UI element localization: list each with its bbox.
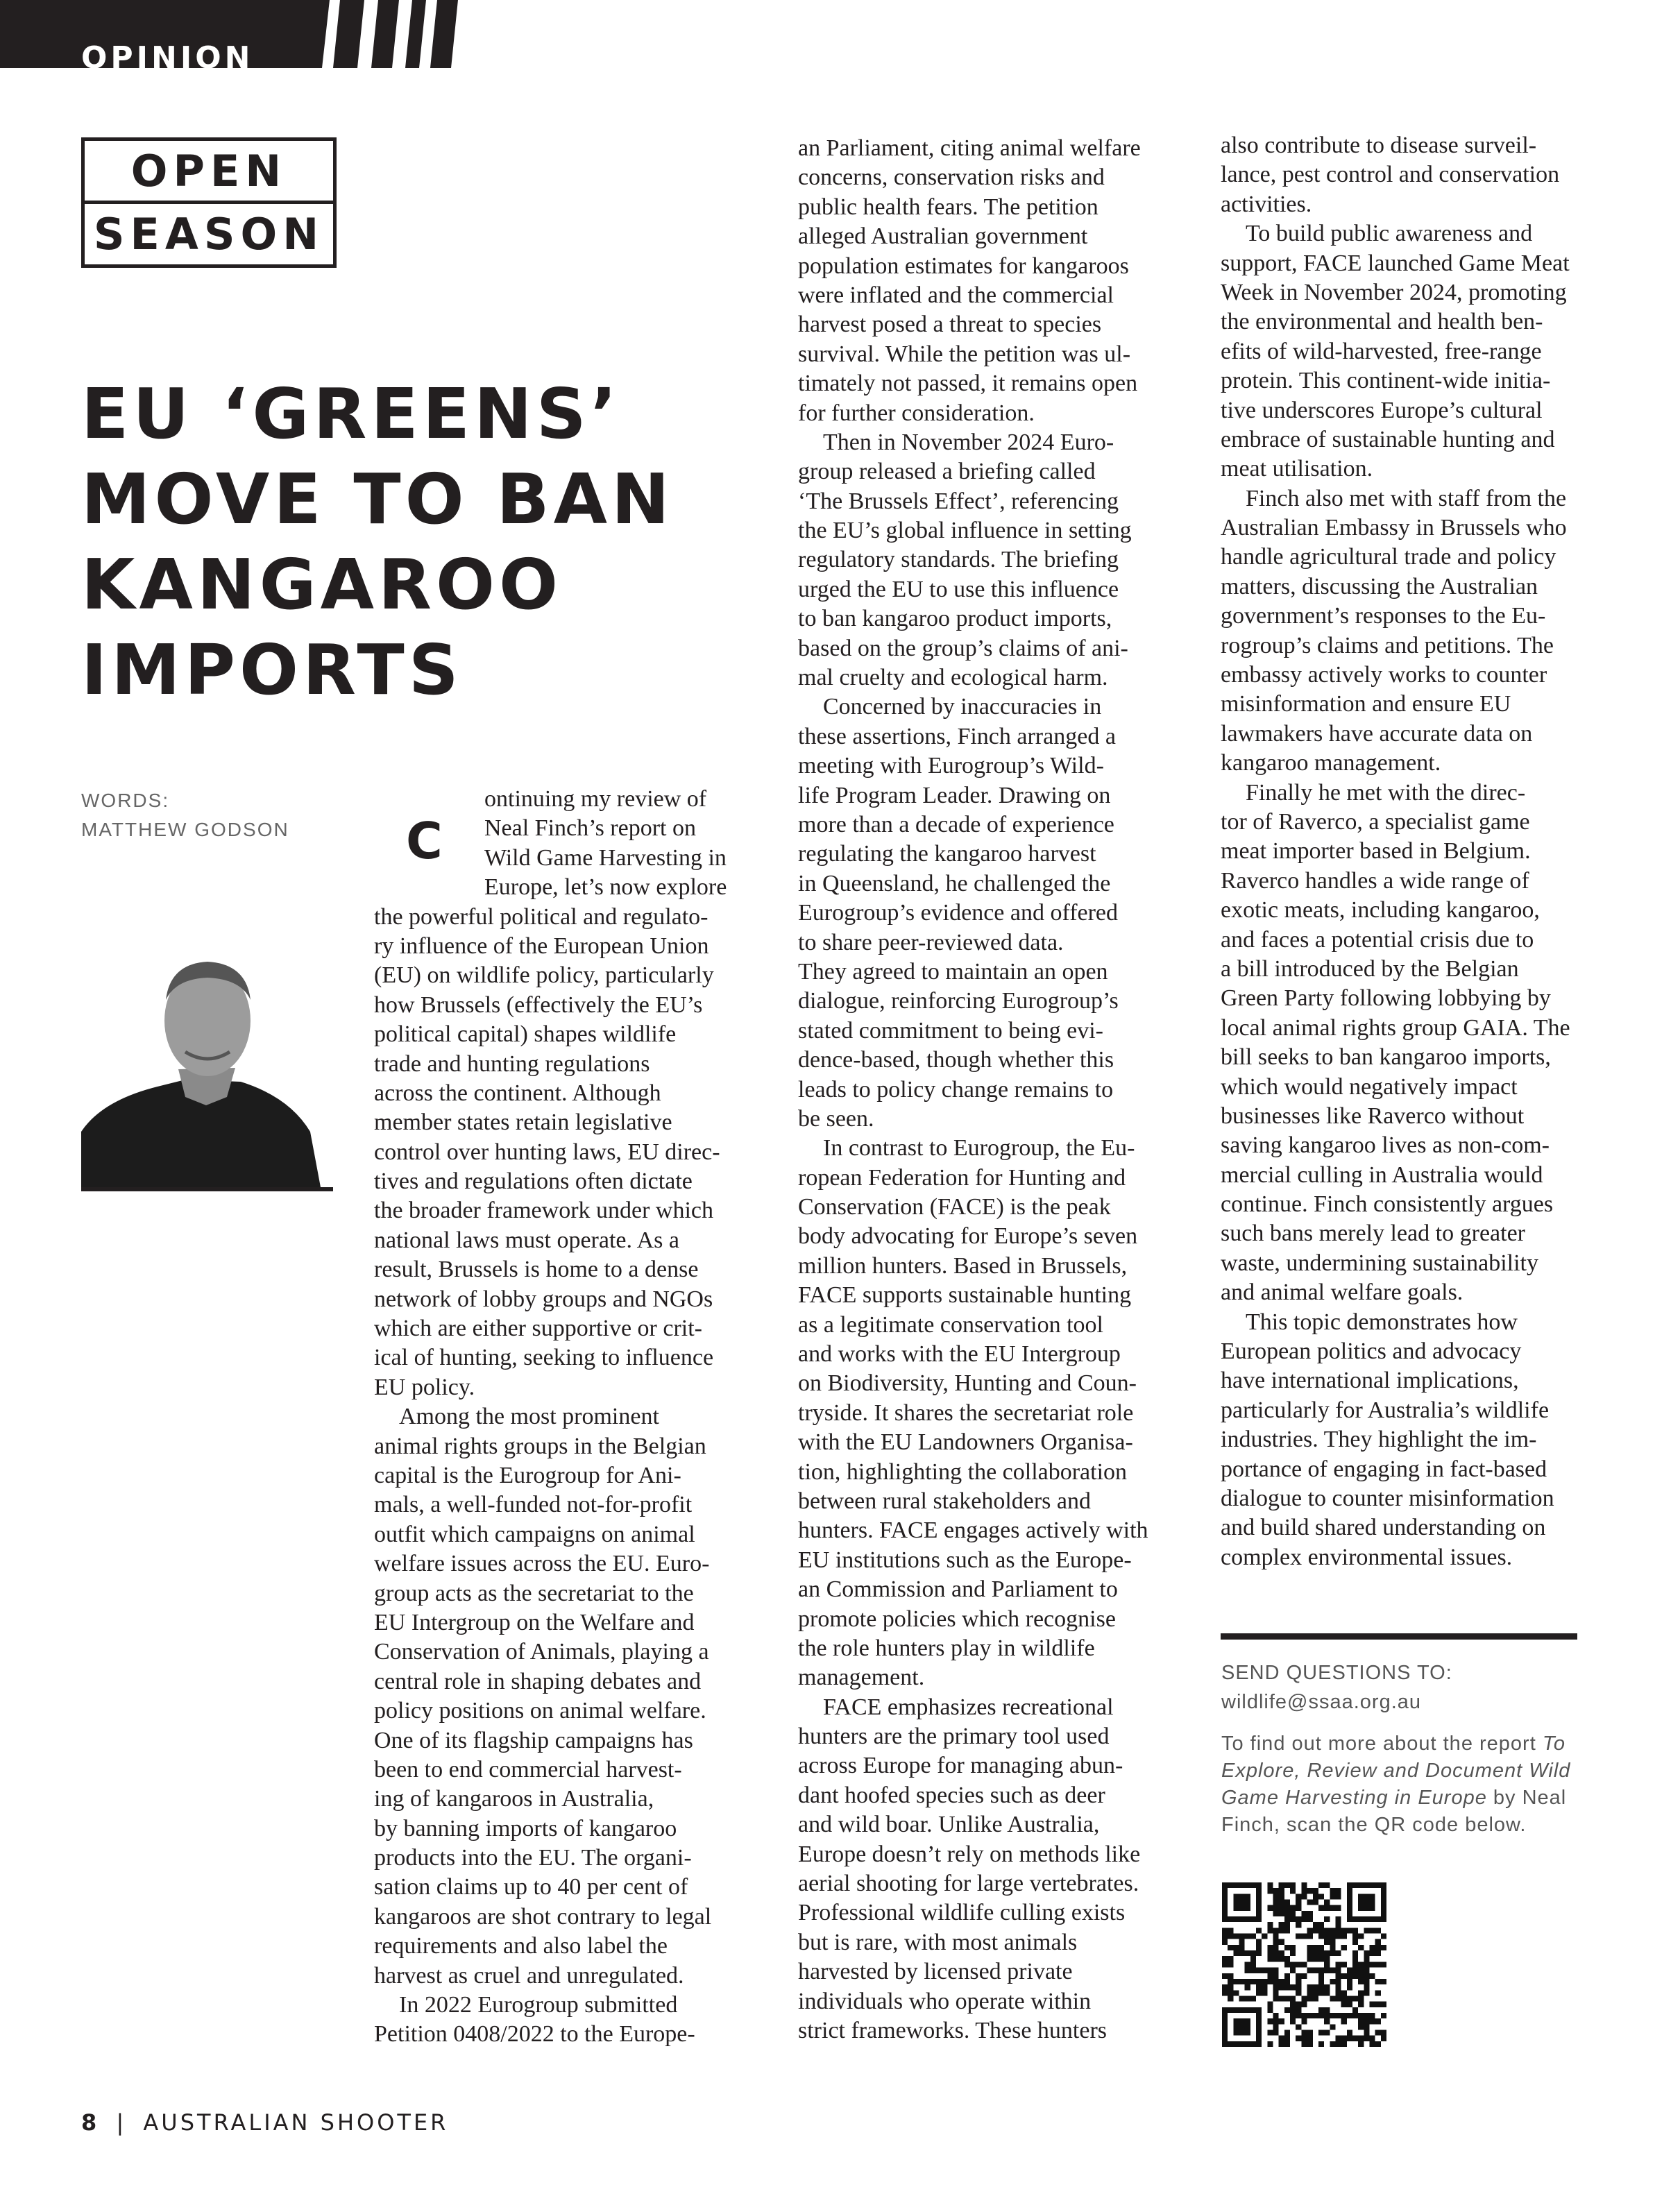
article-text-line: They agreed to maintain an open [798,958,1108,985]
article-text-line: Neal Finch’s report on [484,815,696,842]
article-text-line: to share peer-reviewed data. [798,929,1064,955]
article-text-line: network of lobby groups and NGOs [374,1286,713,1312]
article-text-line: lance, pest control and conservation [1221,162,1560,188]
column-title-box [81,137,337,268]
article-text-line: In 2022 Eurogroup submitted [399,1992,678,2018]
article-text-line: were inflated and the commercial [798,282,1114,308]
article-text-line: industries. They highlight the im- [1221,1427,1537,1453]
article-text-line: support, FACE launched Game Meat [1221,250,1570,276]
article-text-line: public health fears. The petition [798,194,1098,220]
article-text-line: Week in November 2024, promoting [1221,279,1567,305]
article-text-line: mercial culling in Australia would [1221,1162,1543,1188]
byline-author: MATTHEW GODSON [81,819,289,840]
article-text-line: hunters. FACE engages actively with [798,1517,1148,1544]
article-text-line: more than a decade of experience [798,811,1114,837]
article-text-line: Conservation (FACE) is the peak [798,1194,1111,1220]
article-text-line: member states retain legislative [374,1109,672,1136]
article-text-line: Green Party following lobbying by [1221,985,1551,1012]
article-text-line: Wild Game Harvesting in [484,844,727,871]
article-text-line: on Biodiversity, Hunting and Coun- [798,1370,1137,1397]
article-text-line: dialogue to counter misinformation [1221,1485,1554,1511]
article-text-line: political capital) shapes wildlife [374,1021,677,1048]
article-column-3 [1221,131,1570,1572]
article-text-line: how Brussels (effectively the EU’s [374,992,703,1018]
article-text-line: In contrast to Eurogroup, the Eu- [823,1135,1135,1162]
article-text-line: protein. This continent-wide initia- [1221,368,1551,394]
article-text-line: exotic meats, including kangaroo, [1221,897,1540,924]
article-text-line: Conservation of Animals, playing a [374,1639,709,1665]
article-text-line: and works with the EU Intergroup [798,1341,1121,1368]
article-text-line: concerns, conservation risks and [798,164,1105,191]
headline-line: MOVE TO BAN [81,459,674,540]
article-text-line: across Europe for managing abun- [798,1753,1123,1779]
article-text-line: strict frameworks. These hunters [798,2018,1108,2043]
report-title: To [1542,1733,1566,1755]
article-text-line: for further consideration. [798,400,1035,426]
article-text-line: ical of hunting, seeking to influence [374,1345,714,1371]
article-text-line: Raverco handles a wide range of [1221,867,1529,894]
section-label: OPINION [81,40,254,68]
article-text-line: outfit which campaigns on animal [374,1521,695,1547]
article-text-line: harvest as cruel and unregulated. [374,1962,684,1989]
article-text-line: matters, discussing the Australian [1221,573,1538,599]
article-text-line: animal rights groups in the Belgian [374,1433,706,1459]
sidebar-divider [1221,1633,1577,1640]
article-text-line: dence-based, though whether this [798,1047,1114,1073]
article-text-line: be seen. [798,1105,874,1132]
article-text-line: One of its flagship campaigns has [374,1727,693,1753]
article-text-line: stated commitment to being evi- [798,1017,1104,1044]
article-text-line: leads to policy change remains to [798,1076,1114,1103]
article-text-line: as a legitimate conservation tool [798,1311,1103,1338]
article-text-line: survival. While the petition was ul- [798,341,1131,367]
article-text-line: Europe doesn’t rely on methods like [798,1841,1141,1867]
info-end: Finch, scan the QR code below. [1221,1814,1527,1836]
page-number: 8 [81,2109,100,2136]
article-text-line: the role hunters play in wildlife [798,1635,1095,1661]
article-text-line: Finally he met with the direc- [1246,779,1526,806]
article-text-line: complex environmental issues. [1221,1544,1513,1570]
article-text-line: Professional wildlife culling exists [798,1900,1126,1926]
contact-email-link[interactable]: wildlife@ssaa.org.au [1221,1691,1422,1713]
article-text-line: waste, undermining sustainability [1221,1250,1538,1276]
article-text-line: central role in shaping debates and [374,1668,702,1694]
article-text-line: a bill introduced by the Belgian [1221,955,1519,982]
author-portrait-icon [81,924,333,1191]
article-text-line: body advocating for Europe’s seven [798,1223,1138,1250]
column-title-line2: SEASON [93,208,325,260]
article-text-line: misinformation and ensure EU [1221,691,1511,717]
article-text-line: To build public awareness and [1246,221,1533,247]
article-text-line: an Parliament, citing animal welfare [798,135,1141,161]
article-text-line: handle agricultural trade and policy [1221,544,1556,570]
column-title-line1: OPEN [85,141,333,204]
article-text-line: rogroup’s claims and petitions. The [1221,632,1554,658]
article-text-line: hunters are the primary tool used [798,1724,1110,1750]
article-text-line: harvested by licensed private [798,1959,1073,1985]
article-text-line: EU institutions such as the Europe- [798,1547,1132,1573]
article-text-line: dialogue, reinforcing Eurogroup’s [798,988,1119,1014]
article-text-line: timately not passed, it remains open [798,371,1138,397]
article-text-line: urged the EU to use this influence [798,576,1119,602]
article-text-line: between rural stakeholders and [798,1488,1091,1514]
article-text-line: businesses like Raverco without [1221,1103,1525,1129]
article-text-line: population estimates for kangaroos [798,253,1129,279]
article-text-line: sation claims up to 40 per cent of [374,1874,688,1900]
article-text-line: FACE supports sustainable hunting [798,1282,1132,1309]
article-text-line: tor of Raverco, a specialist game [1221,808,1530,835]
article-text-line: to ban kangaroo product imports, [798,606,1112,632]
article-text-line: efits of wild-harvested, free-range [1221,338,1542,364]
article-text-line: group acts as the secretariat to the [374,1580,694,1606]
article-text-line: ‘The Brussels Effect’, referencing [798,488,1119,514]
article-text-line: the broader framework under which [374,1198,714,1224]
info-prefix: To find out more about the report [1221,1733,1543,1755]
article-text-line: ropean Federation for Hunting and [798,1164,1126,1191]
article-text-line: the environmental and health ben- [1221,309,1543,335]
article-text-line: and faces a potential crisis due to [1221,926,1534,953]
article-text-line: tion, highlighting the collaboration [798,1458,1128,1485]
article-text-line: products into the EU. The organi- [374,1845,692,1871]
article-text-line: which would negatively impact [1221,1073,1518,1100]
article-text-line: meeting with Eurogroup’s Wild- [798,753,1104,779]
article-text-line: tives and regulations often dictate [374,1168,693,1195]
article-text-line: Eurogroup’s evidence and offered [798,900,1119,926]
article-text-line: meat utilisation. [1221,456,1373,482]
article-text-line: group released a briefing called [798,459,1096,485]
article-text-line: meat importer based in Belgium. [1221,838,1531,865]
article-text-line: Concerned by inaccuracies in [823,694,1102,720]
article-text-line: FACE emphasizes recreational [823,1694,1114,1720]
article-headline [81,371,674,713]
article-text-line: (EU) on wildlife policy, particularly [374,962,714,989]
article-text-line: life Program Leader. Drawing on [798,782,1111,808]
article-text-line: across the continent. Although [374,1080,661,1106]
article-text-line: but is rare, with most animals [798,1929,1078,1955]
footer-separator: | [116,2109,127,2136]
article-text-line: mal cruelty and ecological harm. [798,665,1108,691]
article-text-line: embassy actively works to counter [1221,662,1547,688]
article-text-line: also contribute to disease surveil- [1221,133,1537,158]
article-text-line: with the EU Landowners Organisa- [798,1429,1133,1456]
article-text-line: trade and hunting regulations [374,1050,650,1077]
article-text-line: Australian Embassy in Brussels who [1221,515,1567,541]
article-text-line: million hunters. Based in Brussels, [798,1252,1128,1279]
article-text-line: been to end commercial harvest- [374,1756,682,1783]
article-text-line: Petition 0408/2022 to the Europe- [374,2021,695,2048]
article-text-line: government’s responses to the Eu- [1221,603,1546,629]
article-text-line: harvest posed a threat to species [798,312,1102,338]
article-text-line: particularly for Australia’s wildlife [1221,1397,1550,1423]
publication-name: AUSTRALIAN SHOOTER [143,2109,449,2136]
article-text-line: ing of kangaroos in Australia, [374,1786,654,1812]
article-text-line: embrace of sustainable hunting and [1221,426,1555,452]
article-text-line: activities. [1221,191,1312,217]
article-text-line: and wild boar. Unlike Australia, [798,1812,1100,1838]
article-text-line: saving kangaroo lives as non-com- [1221,1132,1550,1159]
article-text-line: dant hoofed species such as deer [798,1782,1105,1808]
article-text-line: lawmakers have accurate data on [1221,720,1533,747]
article-text-line: Among the most prominent [399,1404,659,1430]
article-text-line: bill seeks to ban kangaroo imports, [1221,1044,1551,1071]
article-text-line: an Commission and Parliament to [798,1576,1118,1603]
report-title: Game Harvesting in Europe [1221,1787,1487,1809]
article-text-line: individuals who operate within [798,1988,1092,2014]
article-text-line: continue. Finch consistently argues [1221,1191,1554,1218]
article-text-line: and animal welfare goals. [1221,1279,1463,1306]
article-text-line: control over hunting laws, EU direc- [374,1139,720,1165]
article-text-line: EU Intergroup on the Welfare and [374,1609,695,1635]
info-suffix: by Neal [1486,1787,1567,1809]
article-text-line: these assertions, Finch arranged a [798,723,1116,749]
article-text-line: such bans merely lead to greater [1221,1220,1525,1247]
article-column-1 [374,785,727,2050]
drop-cap: C [406,812,443,870]
report-info [1221,1730,1570,1839]
headline-line: EU ‘GREENS’ [81,373,621,454]
article-text-line: kangaroo management. [1221,750,1441,776]
article-text-line: result, Brussels is home to a dense [374,1257,699,1283]
article-text-line: capital is the Eurogroup for Ani- [374,1462,681,1488]
qr-code-icon[interactable] [1222,1882,1386,2047]
page-footer [81,2109,448,2136]
article-text-line: ry influence of the European Union [374,933,709,959]
article-text-line: aerial shooting for large vertebrates. [798,1871,1139,1897]
article-text-line: and build shared understanding on [1221,1515,1546,1541]
article-text-line: which are either supportive or crit- [374,1316,702,1342]
article-text-line: regulating the kangaroo harvest [798,841,1096,867]
article-text-line: requirements and also label the [374,1933,668,1959]
article-text-line: Finch also met with staff from the [1246,485,1567,511]
article-text-line: in Queensland, he challenged the [798,870,1111,896]
headline-line: IMPORTS [81,629,463,711]
article-text-line: ontinuing my review of [484,786,707,812]
article-text-line: have international implications, [1221,1368,1519,1394]
report-title: Explore, Review and Document Wild [1221,1760,1571,1782]
article-text-line: by banning imports of kangaroo [374,1815,677,1841]
article-text-line: portance of engaging in fact-based [1221,1456,1547,1482]
article-text-line: the powerful political and regulato- [374,903,709,930]
article-text-line: regulatory standards. The briefing [798,547,1119,573]
article-text-line: mals, a well-funded not-for-profit [374,1492,693,1518]
headline-line: KANGAROO [81,544,563,625]
article-text-line: local animal rights group GAIA. The [1221,1014,1570,1041]
article-text-line: promote policies which recognise [798,1606,1116,1632]
send-questions-label: SEND QUESTIONS TO: [1221,1662,1452,1684]
article-text-line: European politics and advocacy [1221,1338,1522,1365]
article-text-line: alleged Australian government [798,223,1088,250]
article-text-line: national laws must operate. As a [374,1227,680,1253]
article-text-line: Then in November 2024 Euro- [823,429,1114,455]
byline-label: WORDS: [81,790,170,811]
article-text-line: EU policy. [374,1374,475,1400]
article-text-line: welfare issues across the EU. Euro- [374,1551,710,1577]
article-text-line: management. [798,1665,925,1691]
article-text-line: policy positions on animal welfare. [374,1698,706,1724]
article-text-line: This topic demonstrates how [1246,1309,1518,1335]
article-text-line: tive underscores Europe’s cultural [1221,397,1543,423]
article-column-2 [798,134,1148,2045]
article-text-line: tryside. It shares the secretariat role [798,1399,1134,1426]
article-text-line: based on the group’s claims of ani- [798,635,1128,661]
article-text-line: kangaroos are shot contrary to legal [374,1903,712,1930]
article-text-line: Europe, let’s now explore [484,874,727,901]
article-text-line: the EU’s global influence in setting [798,518,1132,544]
